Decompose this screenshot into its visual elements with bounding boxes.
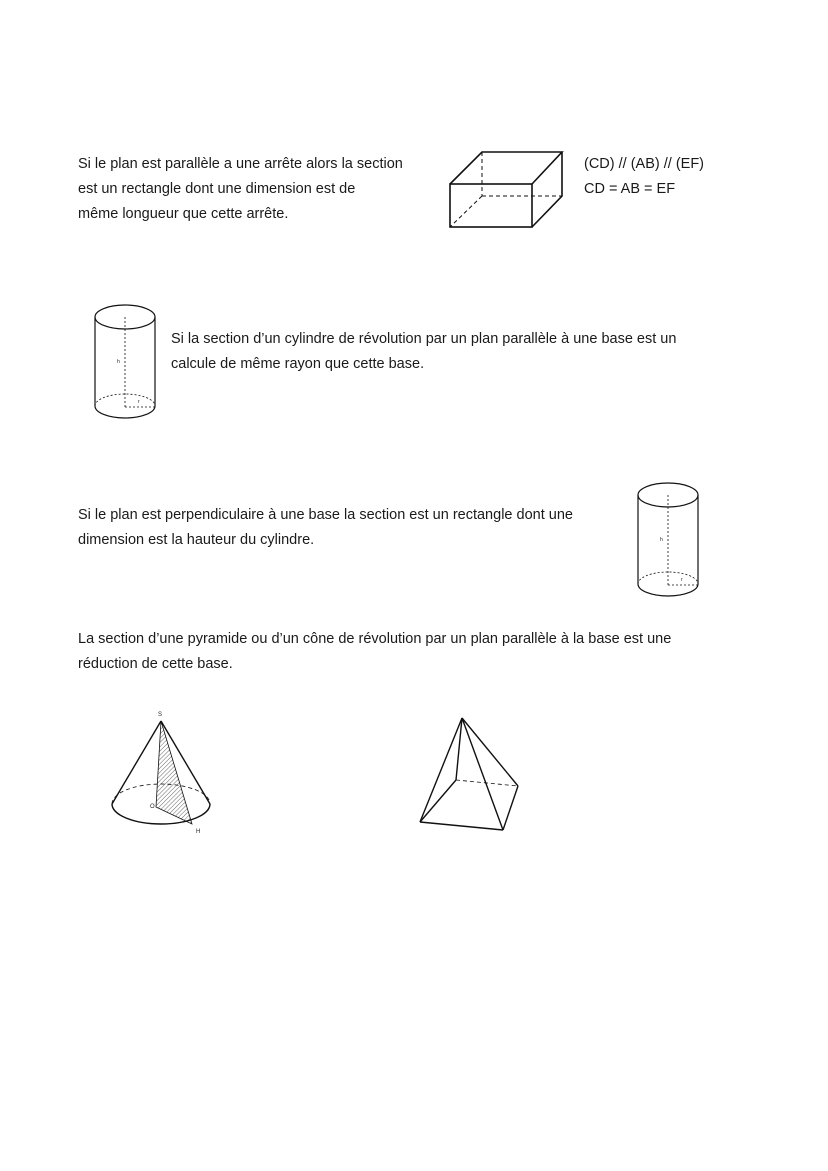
height-label: h [660, 537, 663, 543]
cylinder-figure [636, 481, 700, 599]
box-section-text [78, 152, 403, 227]
cylinder-perpendicular-text [78, 503, 573, 553]
cuboid-figure [445, 148, 565, 232]
parallel-notes [584, 152, 704, 202]
text-line: même longueur que cette arrête. [78, 206, 289, 222]
text-line: Si la section d’un cylindre de révolution par un plan parallèle à une base est un [171, 331, 677, 347]
text-line: Si le plan est parallèle a une arrête alors la section [78, 156, 403, 172]
apex-label: S [158, 712, 163, 718]
base-point-label: H [196, 829, 201, 835]
equal-lengths: CD = AB = EF [584, 181, 676, 197]
text-line: calcule de même rayon que cette base. [171, 356, 425, 372]
text-line: dimension est la hauteur du cylindre. [78, 532, 315, 548]
text-line: La section d’une pyramide ou d’un cône de révolution par un plan parallèle à la base est une [78, 631, 672, 647]
height-label: h [117, 359, 120, 365]
radius-label: r [681, 577, 683, 583]
pyramid-figure [415, 712, 525, 834]
pyramid-cone-text [78, 627, 671, 677]
text-line: est un rectangle dont une dimension est de [78, 181, 356, 197]
cone-figure [106, 707, 216, 837]
text-line: Si le plan est perpendiculaire à une base la section est un rectangle dont une [78, 507, 573, 523]
text-line: réduction de cette base. [78, 656, 233, 672]
center-label: O [150, 804, 155, 810]
radius-label: r [138, 399, 140, 405]
cylinder-parallel-text [171, 327, 676, 377]
cylinder-figure [93, 303, 157, 421]
parallel-relation: (CD) // (AB) // (EF) [584, 156, 705, 172]
